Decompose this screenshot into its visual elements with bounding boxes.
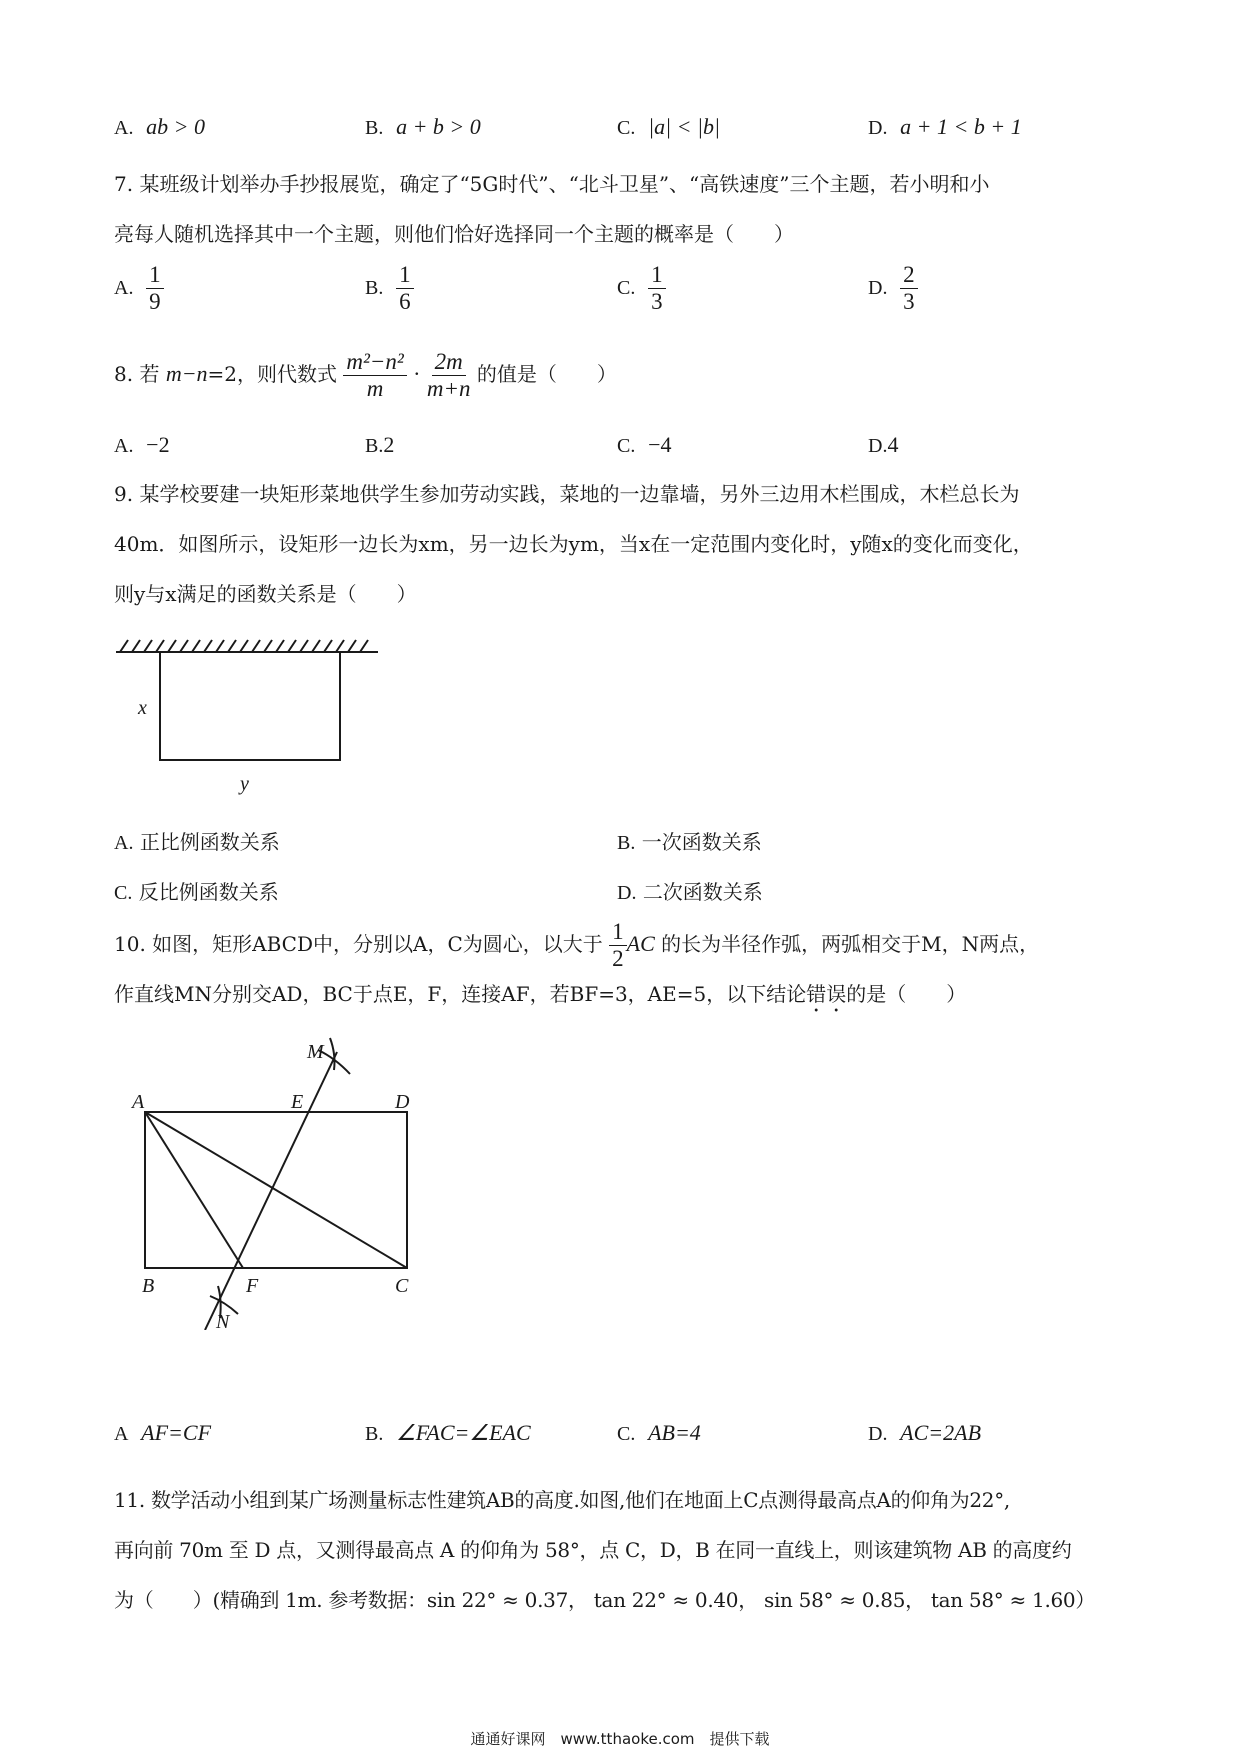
q9-option-c [114,876,279,905]
label-d: D [395,1091,410,1113]
q10-option-c [617,1420,701,1446]
q11-stem-line1: 11. 数学活动小组到某广场测量标志性建筑AB的高度.如图,他们在地面上C点测得最高点A的仰角为22°, [114,1488,1010,1512]
numerator: 1 [146,262,164,289]
diagonal-ac [145,1112,407,1268]
q8-option-d [868,432,898,458]
q8-prefix: 8. 若 [114,362,160,386]
numerator: 1 [609,919,627,946]
option-label: C. [617,117,636,139]
q9-stem-line1: 9. 某学校要建一块矩形菜地供学生参加劳动实践，菜地的一边靠墙，另外三边用木栏围成，木栏总长为 [114,482,1020,506]
page-footer: 通通好课网 www.tthaoke.com 提供下载 [470,1730,770,1748]
line-mn [205,1052,337,1330]
denominator: 2 [612,946,624,971]
option-text: 二次函数关系 [642,880,763,904]
option-label: B. [617,832,636,854]
q11-stem-line3: 为（ ）(精确到 1m. 参考数据：sin 22° ≈ 0.37， tan 22° ≈ 0.40， sin 58° ≈ 0.85， tan 58° ≈ 1.60） [114,1588,1096,1612]
option-text: 反比例函数关系 [138,880,279,904]
q8-condition: m−n [165,361,208,386]
q10-figure [130,1030,450,1330]
q7-stem-line1: 7. 某班级计划举办手抄报展览，确定了“5G时代”、“北斗卫星”、“高铁速度”三个主题，若小明和小 [114,172,990,196]
emphasis-word: 错误 [806,982,847,1006]
numerator: m²−n² [343,349,406,376]
q9-option-a [114,826,280,855]
option-label: D. [617,882,637,904]
label-a: A [132,1091,145,1113]
option-label: A. [114,277,134,299]
label-m: M [307,1041,324,1063]
option-text: ∠FAC=∠EAC [396,1420,531,1445]
numerator: 1 [648,262,666,289]
option-expr: a + b > 0 [396,114,481,139]
label-y: y [240,773,249,795]
half-fraction [609,919,627,972]
option-label: A. [114,117,134,139]
q8-option-c [617,432,671,458]
option-label: C. [617,277,636,299]
q8-suffix: 的值是（ ） [476,362,617,386]
option-label: A [114,1423,129,1445]
fraction [648,262,666,315]
q9-option-d [617,876,763,905]
multiply-dot-icon: · [413,361,421,386]
option-label: D. [868,435,888,457]
q6-option-d [868,114,1022,140]
wall-hatching [116,640,378,652]
option-text: −4 [648,432,672,457]
option-text: 2 [383,432,395,457]
option-text: AC=2AB [900,1420,982,1445]
q8-option-b [365,432,394,458]
option-expr: |a| < |b| [648,114,721,139]
label-e: E [291,1091,304,1113]
option-label: B. [365,277,384,299]
q9-option-b [617,826,762,855]
q10-option-a [114,1420,211,1446]
option-label: B. [365,435,384,457]
q10-line1-part-a: 10. 如图，矩形ABCD中，分别以A，C为圆心，以大于 [114,932,603,956]
q6-option-c [617,114,720,140]
q10-line2-part-a: 作直线MN分别交AD，BC于点E，F，连接AF，若BF=3，AE=5，以下结论 [114,982,807,1006]
fraction [396,262,414,315]
half-variable: AC [626,931,655,956]
q10-line2-part-b: 的是（ ） [846,982,967,1006]
option-label: D. [868,277,888,299]
q9-stem-line2: 40m．如图所示，设矩形一边长为xm，另一边长为ym，当x在一定范围内变化时，y随x的变化而变化， [114,532,1033,556]
option-text: 4 [887,432,899,457]
option-label: D. [868,1423,888,1445]
option-label: A. [114,832,134,854]
label-x: x [138,697,147,719]
q10-line1-part-b: 的长为半径作弧，两弧相交于M，N两点， [661,932,1040,956]
label-f: F [246,1275,259,1297]
fraction [146,262,164,315]
q10-stem-line2 [114,982,966,1017]
option-text: 正比例函数关系 [139,830,280,854]
option-label: C. [617,435,636,457]
q8-condition-rest: =2，则代数式 [207,362,338,386]
q7-option-c [617,262,666,315]
q8-fraction-2 [427,349,471,402]
fraction [900,262,918,315]
q9-figure [110,630,390,800]
numerator: 2 [900,262,918,289]
label-c: C [395,1275,409,1297]
numerator: 1 [396,262,414,289]
denominator: 9 [149,289,161,314]
denominator: 3 [903,289,915,314]
q10-stem-line1 [114,916,1039,972]
q11-stem-line2: 再向前 70m 至 D 点，又测得最高点 A 的仰角为 58°，点 C，D，B 在同一直线上，则该建筑物 AB 的高度约 [114,1538,1072,1562]
q6-option-a [114,114,205,140]
label-n: N [216,1311,230,1330]
denominator: m+n [426,376,471,401]
option-label: B. [365,117,384,139]
numerator: 2m [432,349,466,376]
option-text: 一次函数关系 [641,830,762,854]
option-expr: a + 1 < b + 1 [900,114,1022,139]
option-expr: ab > 0 [146,114,206,139]
segment-af [145,1112,243,1268]
q9-stem-line3: 则y与x满足的函数关系是（ ） [114,582,417,606]
q7-stem-line2: 亮每人随机选择其中一个主题，则他们恰好选择同一个主题的概率是（ ） [114,222,794,246]
q8-stem [114,346,617,402]
denominator: 3 [651,289,663,314]
option-text: AB=4 [648,1420,701,1445]
denominator: m [366,376,384,401]
option-label: B. [365,1423,384,1445]
option-label: C. [617,1423,636,1445]
q7-option-d [868,262,918,315]
q8-fraction-1 [343,349,406,402]
option-text: −2 [146,432,170,457]
q10-option-b [365,1420,531,1446]
option-text: AF=CF [141,1420,212,1445]
q8-option-a [114,432,170,458]
option-label: C. [114,882,133,904]
q7-option-a [114,262,164,315]
fence-rectangle [160,652,340,760]
q7-option-b [365,262,414,315]
q6-option-b [365,114,481,140]
denominator: 6 [399,289,411,314]
option-label: A. [114,435,134,457]
q10-option-d [868,1420,981,1446]
label-b: B [142,1275,155,1297]
option-label: D. [868,117,888,139]
